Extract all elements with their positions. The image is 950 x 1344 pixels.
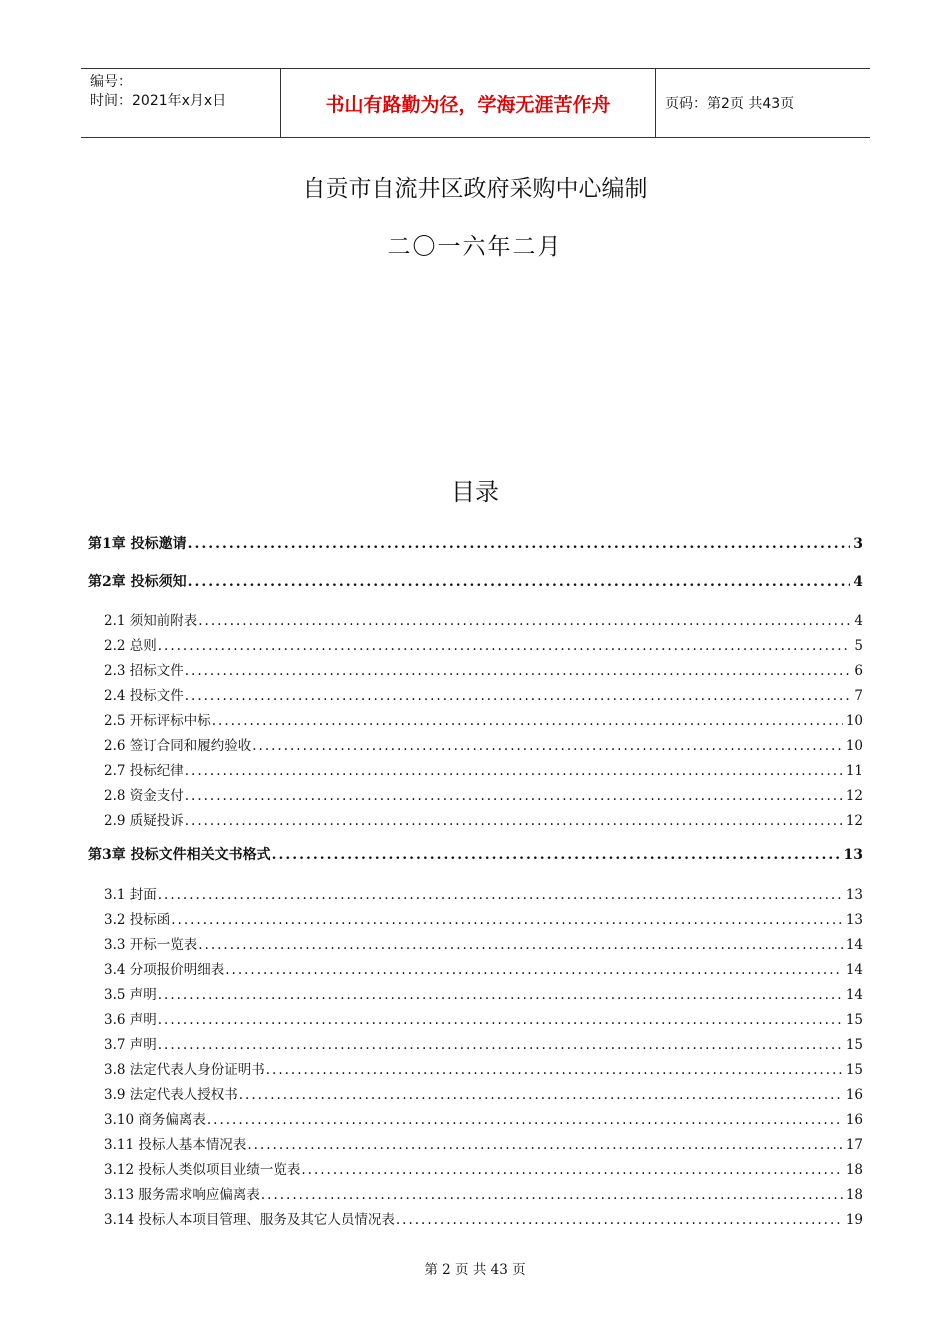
toc-leader-dots — [212, 713, 843, 729]
code-label: 编号： — [90, 74, 132, 90]
toc-entry-label: 2.3 招标文件 — [104, 663, 184, 679]
toc-leader-dots — [198, 613, 851, 629]
toc-entry-page: 6 — [854, 663, 863, 679]
toc-entry-page: 19 — [845, 1212, 863, 1228]
toc-chapter-entry[interactable] — [88, 571, 863, 591]
toc-leader-dots — [185, 688, 852, 704]
toc-section-entry[interactable] — [104, 609, 863, 629]
toc-section-entry[interactable] — [104, 1158, 863, 1178]
toc-entry-label: 2.2 总则 — [104, 638, 157, 654]
toc-leader-dots — [158, 887, 843, 903]
toc-entry-label: 2.6 签订合同和履约验收 — [104, 738, 252, 754]
toc-section-entry[interactable] — [104, 734, 863, 754]
toc-leader-dots — [272, 847, 841, 863]
toc-entry-page: 5 — [854, 638, 863, 654]
toc-section-entry[interactable] — [104, 933, 863, 953]
toc-entry-label: 3.5 声明 — [104, 987, 157, 1003]
toc-section-entry[interactable] — [104, 1133, 863, 1153]
toc-leader-dots — [207, 1112, 843, 1128]
toc-section-entry[interactable] — [104, 1083, 863, 1103]
toc-leader-dots — [158, 987, 843, 1003]
page-header — [81, 68, 870, 138]
toc-section-entry[interactable] — [104, 1033, 863, 1053]
toc-entry-page: 13 — [843, 847, 863, 863]
toc-section-entry[interactable] — [104, 759, 863, 779]
toc-section-entry[interactable] — [104, 659, 863, 679]
toc-entry-page: 10 — [845, 713, 863, 729]
toc-entry-page: 15 — [845, 1012, 863, 1028]
toc-entry-label: 2.9 质疑投诉 — [104, 813, 184, 829]
toc-section-entry[interactable] — [104, 1008, 863, 1028]
toc-entry-label: 3.3 开标一览表 — [104, 937, 198, 953]
toc-leader-dots — [261, 1187, 843, 1203]
toc-entry-page: 15 — [845, 1062, 863, 1078]
toc-leader-dots — [171, 912, 843, 928]
toc-entry-page: 14 — [845, 987, 863, 1003]
page-footer: 第 2 页 共 43 页 — [424, 1262, 526, 1278]
toc-entry-label: 第2章 投标须知 — [88, 574, 187, 590]
toc-chapter-entry[interactable] — [88, 533, 863, 553]
toc-section-entry[interactable] — [104, 684, 863, 704]
toc-entry-label: 3.8 法定代表人身份证明书 — [104, 1062, 265, 1078]
toc-leader-dots — [239, 1087, 843, 1103]
toc-section-entry[interactable] — [104, 809, 863, 829]
toc-entry-page: 12 — [845, 788, 863, 804]
toc-entry-label: 2.1 须知前附表 — [104, 613, 198, 629]
toc-entry-label: 3.4 分项报价明细表 — [104, 962, 225, 978]
toc-entry-page: 14 — [845, 962, 863, 978]
toc-entry-page: 13 — [845, 912, 863, 928]
header-motto: 书山有路勤为径，学海无涯苦作舟 — [281, 69, 656, 137]
toc-entry-label: 第3章 投标文件相关文书格式 — [88, 847, 271, 863]
toc-entry-page: 4 — [854, 613, 863, 629]
editor-line: 自贡市自流井区政府采购中心编制 — [302, 176, 648, 202]
header-page-info: 页码：第2页 共43页 — [665, 96, 795, 112]
toc-entry-page: 16 — [845, 1087, 863, 1103]
toc-entry-page: 11 — [845, 763, 863, 779]
toc-section-entry[interactable] — [104, 1183, 863, 1203]
toc-entry-label: 3.11 投标人基本情况表 — [104, 1137, 247, 1153]
toc-leader-dots — [158, 1037, 843, 1053]
time-label: 时间：2021年x月x日 — [90, 93, 227, 109]
toc-section-entry[interactable] — [104, 709, 863, 729]
toc-entry-page: 4 — [853, 574, 863, 590]
toc-entry-label: 3.10 商务偏离表 — [104, 1112, 206, 1128]
toc-leader-dots — [158, 638, 852, 654]
toc-section-entry[interactable] — [104, 784, 863, 804]
toc-leader-dots — [198, 937, 843, 953]
toc-section-entry[interactable] — [104, 1108, 863, 1128]
date-line: 二〇一六年二月 — [387, 234, 563, 260]
toc-section-entry[interactable] — [104, 1058, 863, 1078]
toc-entry-page: 13 — [845, 887, 863, 903]
toc-leader-dots — [158, 1012, 843, 1028]
toc-section-entry[interactable] — [104, 1208, 863, 1228]
toc-section-entry[interactable] — [104, 983, 863, 1003]
toc-entry-label: 3.14 投标人本项目管理、服务及其它人员情况表 — [104, 1212, 395, 1228]
toc-entry-page: 17 — [845, 1137, 863, 1153]
toc-section-entry[interactable] — [104, 908, 863, 928]
toc-section-entry[interactable] — [104, 883, 863, 903]
toc-entry-label: 3.7 声明 — [104, 1037, 157, 1053]
toc-entry-page: 18 — [845, 1187, 863, 1203]
toc-entry-page: 3 — [853, 536, 863, 552]
toc-chapter-entry[interactable] — [88, 844, 863, 864]
toc-entry-page: 14 — [845, 937, 863, 953]
toc-leader-dots — [396, 1212, 843, 1228]
header-meta — [81, 69, 281, 137]
toc-entry-page: 12 — [845, 813, 863, 829]
toc-leader-dots — [247, 1137, 842, 1153]
toc-entry-label: 3.9 法定代表人授权书 — [104, 1087, 238, 1103]
toc-leader-dots — [185, 813, 843, 829]
toc-leader-dots — [185, 663, 852, 679]
toc-entry-label: 2.8 资金支付 — [104, 788, 184, 804]
toc-entry-label: 2.5 开标评标中标 — [104, 713, 211, 729]
toc-entry-label: 2.7 投标纪律 — [104, 763, 184, 779]
toc-leader-dots — [188, 574, 851, 590]
toc-title: 目录 — [451, 478, 499, 506]
toc-entry-page: 15 — [845, 1037, 863, 1053]
toc-entry-label: 3.1 封面 — [104, 887, 157, 903]
toc-entry-page: 7 — [854, 688, 863, 704]
toc-entry-label: 3.6 声明 — [104, 1012, 157, 1028]
toc-leader-dots — [225, 962, 843, 978]
toc-entry-label: 3.12 投标人类似项目业绩一览表 — [104, 1162, 301, 1178]
toc-leader-dots — [188, 536, 851, 552]
toc-entry-page: 18 — [845, 1162, 863, 1178]
toc-leader-dots — [301, 1162, 842, 1178]
toc-leader-dots — [185, 763, 843, 779]
toc-entry-label: 第1章 投标邀请 — [88, 536, 187, 552]
toc-entry-label: 3.13 服务需求响应偏离表 — [104, 1187, 260, 1203]
toc-entry-page: 16 — [845, 1112, 863, 1128]
toc-leader-dots — [252, 738, 843, 754]
toc-leader-dots — [266, 1062, 843, 1078]
toc-leader-dots — [185, 788, 843, 804]
toc-section-entry[interactable] — [104, 634, 863, 654]
toc-entry-label: 2.4 投标文件 — [104, 688, 184, 704]
toc-entry-label: 3.2 投标函 — [104, 912, 171, 928]
toc-section-entry[interactable] — [104, 958, 863, 978]
toc-entry-page: 10 — [845, 738, 863, 754]
